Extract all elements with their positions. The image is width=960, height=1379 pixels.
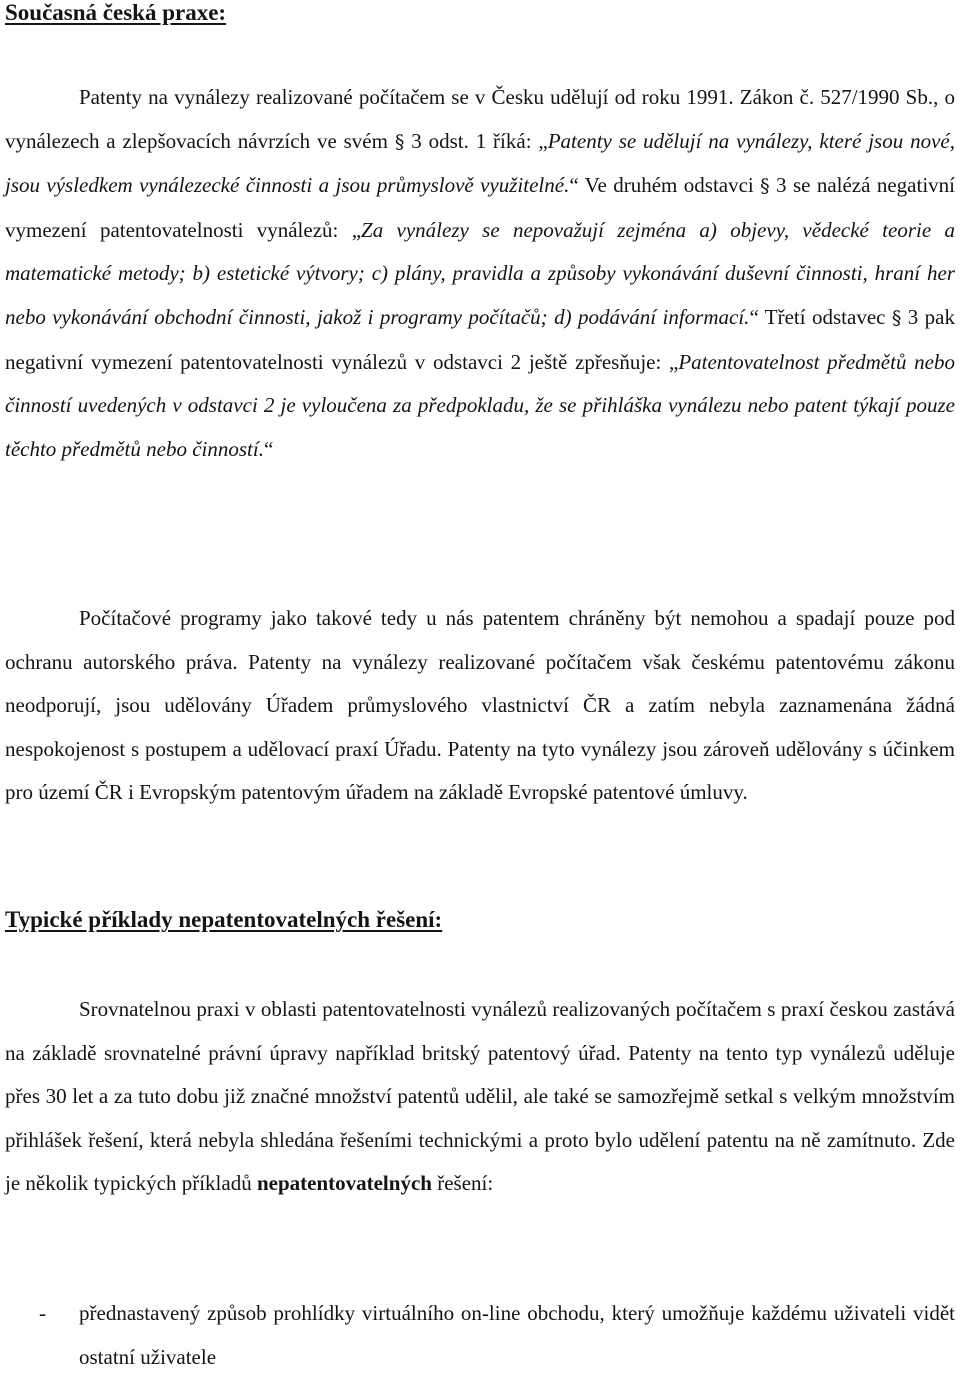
section-sign: §	[394, 130, 405, 153]
bullet-dash: -	[39, 1301, 46, 1325]
quoted-text: Za vynálezy se nepovažují zejména a) objevy, vědecké teorie a matematické metody; b) estetické výtvory; c) plány, pravidla a způsoby vykonávání duševní činnosti, hraní her nebo vykonávání obchodní činnosti, jakož i programy počítačů; d) podávání informací.	[5, 217, 955, 329]
paragraph-british-practice	[5, 988, 955, 1206]
quote-close-mark: “	[263, 436, 274, 461]
section-heading-current-practice: Současná česká praxe:	[5, 0, 227, 25]
text-run: 3 se nalézá negativní vymezení patentovatelnosti vynálezů:	[5, 173, 955, 242]
section-sign: §	[891, 306, 902, 329]
list-item-text: přednastavený způsob prohlídky virtuálního on-line obchodu, který umožňuje každému uživateli vidět ostatní uživatele	[79, 1301, 955, 1369]
quote-open-mark: „	[669, 349, 679, 374]
quote-close-mark: “	[569, 173, 579, 198]
quoted-text: Patenty se udělují na vynálezy, které jsou nové, jsou výsledkem vynálezecké činnosti a jsou průmyslově využitelné.	[5, 128, 955, 198]
text-run: Třetí odstavec	[758, 304, 892, 329]
section-heading-examples: Typické příklady nepatentovatelných řešení:	[5, 907, 443, 932]
quote-open-mark: „	[538, 128, 548, 153]
text-run: 3 odst. 1 říká:	[404, 128, 539, 153]
bold-term: nepatentovatelných	[256, 1171, 432, 1196]
quoted-text: Patentovatelnost předmětů nebo činností uvedených v odstavci 2 je vyloučena za předpokladu, že se přihláška vynálezu nebo patent týkají pouze těchto předmětů nebo činností.	[5, 349, 955, 461]
text-run: 3 pak negativní vymezení patentovatelnosti vynálezů v odstavci 2 ještě zpřesňuje:	[5, 304, 955, 374]
list-item	[5, 1292, 955, 1379]
quote-close-mark: “	[749, 304, 759, 329]
section-sign: §	[760, 175, 770, 198]
paragraph-software-protection: Počítačové programy jako takové tedy u nás patentem chráněny být nemohou a spadají pouze pod ochranu autorského práva. Patenty na vynálezy realizované počítačem však českému patentovému zákonu neodporují, jsou udělovány Úřadem průmyslového vlastnictví ČR a zatím nebyla zaznamenána žádná nespokojenost s postupem a udělovací praxí Úřadu. Patenty na tyto vynálezy jsou zároveň udělovány s účinkem pro území ČR i Evropským patentovým úřadem na základě Evropské patentové úmluvy.	[5, 606, 955, 805]
text-run: Ve druhém odstavci	[578, 173, 761, 198]
text-run: řešení:	[431, 1171, 494, 1196]
text-run: Patenty na vynálezy realizované počítačem se v Česku udělují od roku 1991. Zákon č. 527/1990 Sb., o vynálezech a zlepšovacích návrzích ve svém	[5, 85, 955, 153]
quote-open-mark: „	[351, 217, 362, 242]
paragraph-patent-law	[5, 76, 955, 471]
text-run: Srovnatelnou praxi v oblasti patentovatelnosti vynálezů realizovaných počítačem s praxí českou zastává na základě srovnatelné právní úpravy například britský patentový úřad. Patenty na tento typ vynálezů uděluje přes 30 let a za tuto dobu již značné množství patentů udělil, ale také se samozřejmě setkal s velkým množstvím přihlášek řešení, která nebyla shledána řešeními technickými a proto bylo udělení patentu na ně zamítnuto. Zde je několik typických příkladů	[5, 997, 955, 1196]
